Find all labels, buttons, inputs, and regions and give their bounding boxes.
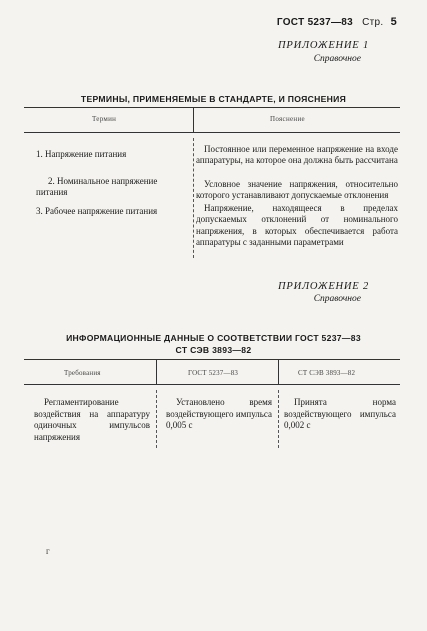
appendix-1-title: ПРИЛОЖЕНИЕ 1 bbox=[278, 40, 369, 51]
table-2-column-divider-2 bbox=[278, 390, 279, 448]
standard-number: ГОСТ 5237—83 bbox=[276, 17, 354, 28]
explanation-3: Напряжение, находящееся в пределах допускаемых отклонений от номинального напряжения, в которых обеспечивается работа аппаратуры с заданными параметрами bbox=[196, 203, 398, 248]
appendix-1-subtitle: Справочное bbox=[313, 54, 361, 64]
requirement-cell: Регламентирование воздействия на аппаратуру одиночных импульсов напряжения bbox=[34, 397, 150, 442]
page-header bbox=[277, 16, 397, 28]
table-2-header-rule bbox=[24, 384, 400, 385]
section-2-title-line-2: СТ СЭВ 3893—82 bbox=[175, 345, 252, 355]
appendix-2-subtitle: Справочное bbox=[313, 294, 361, 304]
st-sev-cell: Принята норма воздействующего импульса 0,002 с bbox=[284, 397, 396, 430]
table-1-top-rule bbox=[24, 107, 400, 108]
explanation-1: Постоянное или переменное напряжение на входе аппаратуры, на которое она должна быть рассчитана bbox=[196, 144, 398, 166]
gost-cell: Установлено время воздействующего импульса 0,005 с bbox=[166, 397, 272, 430]
table-2-column-divider-1 bbox=[156, 390, 157, 448]
table-2-header-requirements: Требования bbox=[64, 369, 101, 377]
explanation-2: Условное значение напряжения, относительно которого устанавливают допускаемые отклонения bbox=[196, 179, 398, 201]
table-1-column-divider bbox=[193, 138, 194, 258]
page-number: 5 bbox=[390, 16, 397, 28]
page-label: Стр. bbox=[362, 17, 384, 28]
appendix-2-title: ПРИЛОЖЕНИЕ 2 bbox=[278, 281, 369, 292]
table-2-header-gost: ГОСТ 5237—83 bbox=[188, 369, 239, 377]
table-1-header-rule bbox=[24, 132, 400, 133]
table-2-header-st-sev: СТ СЭВ 3893—82 bbox=[298, 369, 356, 377]
table-1-header-explanations: Пояснение bbox=[270, 115, 305, 123]
table-2-top-rule bbox=[24, 359, 400, 360]
table-1-header-divider bbox=[193, 107, 194, 132]
table-2-header-divider-2 bbox=[278, 359, 279, 384]
section-2-title-line-1: ИНФОРМАЦИОННЫЕ ДАННЫЕ О СООТВЕТСТВИИ ГОСТ 5237—83 bbox=[66, 333, 361, 343]
section-1-title: ТЕРМИНЫ, ПРИМЕНЯЕМЫЕ В СТАНДАРТЕ, И ПОЯСНЕНИЯ bbox=[80, 94, 347, 104]
term-2: 2. Номинальное напряжение питания bbox=[36, 176, 158, 197]
term-3: 3. Рабочее напряжение питания bbox=[36, 206, 158, 216]
term-1: 1. Напряжение питания bbox=[36, 149, 127, 159]
table-1-header-terms: Термин bbox=[92, 115, 117, 123]
table-2-header-divider-1 bbox=[156, 359, 157, 384]
margin-mark: г bbox=[46, 546, 50, 556]
